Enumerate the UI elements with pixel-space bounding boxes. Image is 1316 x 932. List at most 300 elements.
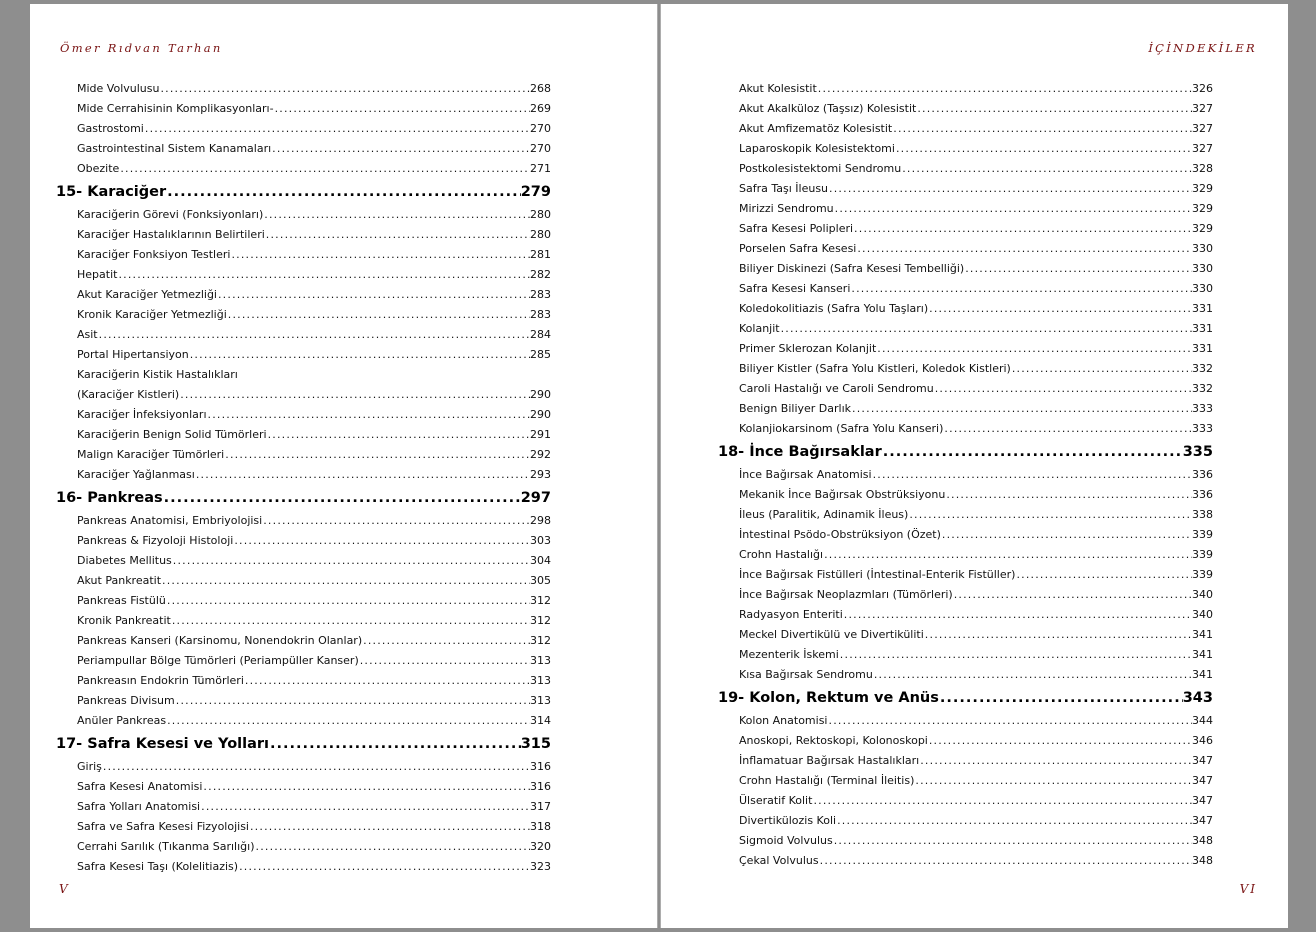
- toc-entry-title: Pankreas Fistülü: [77, 594, 166, 607]
- toc-leader-dots: [942, 525, 1192, 545]
- toc-entry: [718, 299, 1213, 319]
- toc-page-number: 320: [530, 840, 551, 853]
- toc-entry-title: Biliyer Diskinezi (Safra Kesesi Tembelliği): [739, 262, 965, 275]
- toc-leader-dots: [180, 385, 530, 405]
- toc-leader-dots: [929, 299, 1192, 319]
- toc-entry-title: Postkolesistektomi Sendromu: [739, 162, 902, 175]
- toc-entry: [718, 645, 1213, 665]
- toc-entry: [718, 751, 1213, 771]
- toc-leader-dots: [239, 857, 530, 877]
- toc-page-number: 305: [530, 574, 551, 587]
- toc-entry-title: Portal Hipertansiyon: [77, 348, 189, 361]
- toc-entry: [718, 851, 1213, 871]
- toc-entry: [56, 777, 551, 797]
- toc-leader-dots: [902, 159, 1192, 179]
- toc-entry-title: Pankreas Anatomisi, Embriyolojisi: [77, 514, 263, 527]
- right-page: [661, 4, 1288, 928]
- toc-leader-dots: [228, 305, 530, 325]
- toc-page-number: 279: [520, 184, 551, 200]
- toc-leader-dots: [218, 285, 530, 305]
- toc-entry: [718, 179, 1213, 199]
- toc-page-number: 348: [1192, 834, 1213, 847]
- toc-page-number: 339: [1192, 568, 1213, 581]
- toc-leader-dots: [234, 531, 530, 551]
- toc-page-number: 336: [1192, 488, 1213, 501]
- toc-leader-dots: [264, 205, 530, 225]
- toc-page-number: 347: [1192, 814, 1213, 827]
- toc-entry-title: Pankreas Divisum: [77, 694, 175, 707]
- toc-page-number: 290: [530, 408, 551, 421]
- toc-entry: [718, 545, 1213, 565]
- toc-leader-dots: [145, 119, 530, 139]
- toc-entry: [56, 325, 551, 345]
- toc-leader-dots: [268, 425, 530, 445]
- toc-entry-title: Mezenterik İskemi: [739, 648, 839, 661]
- toc-leader-dots: [818, 79, 1192, 99]
- toc-page-number: 347: [1192, 754, 1213, 767]
- toc-leader-dots: [893, 119, 1192, 139]
- toc-leader-dots: [103, 757, 530, 777]
- toc-page-number: 282: [530, 268, 551, 281]
- toc-page-number: 312: [530, 614, 551, 627]
- toc-entry-title: Mide Cerrahisinin Komplikasyonları-: [77, 102, 274, 115]
- toc-entry-title: Safra Yolları Anatomisi: [77, 800, 201, 813]
- toc-page-number: 326: [1192, 82, 1213, 95]
- toc-page-number: 340: [1192, 588, 1213, 601]
- toc-page-number: 331: [1192, 322, 1213, 335]
- toc-entry: [718, 665, 1213, 685]
- toc-entry-title: Kolanjit: [739, 322, 780, 335]
- toc-page-number: 327: [1192, 142, 1213, 155]
- toc-entry-title: Safra Kesesi Anatomisi: [77, 780, 203, 793]
- toc-page-number: 291: [530, 428, 551, 441]
- toc-entry-title: Akut Pankreatit: [77, 574, 162, 587]
- toc-entry-title: Safra Kesesi Polipleri: [739, 222, 854, 235]
- toc-entry-title: Safra ve Safra Kesesi Fizyolojisi: [77, 820, 249, 833]
- toc-leader-dots: [167, 179, 521, 205]
- toc-leader-dots: [160, 79, 530, 99]
- toc-leader-dots: [824, 545, 1192, 565]
- toc-entry: [56, 99, 551, 119]
- toc-leader-dots: [201, 797, 530, 817]
- toc-entry: [718, 585, 1213, 605]
- toc-leader-dots: [844, 605, 1192, 625]
- toc-page-number: 332: [1192, 362, 1213, 375]
- toc-entry: [56, 385, 551, 405]
- toc-entry: [56, 671, 551, 691]
- toc-entry: [718, 319, 1213, 339]
- toc-page-number: 330: [1192, 282, 1213, 295]
- toc-page-number: 329: [1192, 182, 1213, 195]
- toc-leader-dots: [852, 399, 1192, 419]
- toc-leader-dots: [857, 239, 1192, 259]
- toc-entry-title: Pankreasın Endokrin Tümörleri: [77, 674, 244, 687]
- toc-leader-dots: [225, 445, 530, 465]
- toc-entry: [718, 565, 1213, 585]
- toc-leader-dots: [896, 139, 1192, 159]
- toc-entry: [56, 139, 551, 159]
- toc-entry-title: Mekanik İnce Bağırsak Obstrüksiyonu: [739, 488, 946, 501]
- toc-entry-title: Karaciğer Fonksiyon Testleri: [77, 248, 231, 261]
- toc-page-number: 344: [1192, 714, 1213, 727]
- toc-entry: [718, 525, 1213, 545]
- toc-entry: [718, 259, 1213, 279]
- toc-entry-title: Benign Biliyer Darlık: [739, 402, 852, 415]
- toc-entry: [718, 711, 1213, 731]
- toc-leader-dots: [363, 631, 530, 651]
- toc-entry-title: Mirizzi Sendromu: [739, 202, 834, 215]
- toc-page-number: 335: [1182, 444, 1213, 460]
- toc-entry-title: İntestinal Psödo-Obstrüksiyon (Özet): [739, 528, 941, 541]
- toc-entry: [718, 465, 1213, 485]
- toc-page-number: 339: [1192, 548, 1213, 561]
- toc-entry-title: 15- Karaciğer: [56, 184, 167, 200]
- toc-entry-title: İleus (Paralitik, Adinamik İleus): [739, 508, 909, 521]
- page-number-left: V: [59, 882, 70, 896]
- toc-entry: [56, 285, 551, 305]
- toc-entry: [718, 505, 1213, 525]
- toc-leader-dots: [920, 751, 1192, 771]
- toc-entry-title: Divertikülozis Koli: [739, 814, 837, 827]
- toc-leader-dots: [829, 711, 1193, 731]
- toc-entry: [56, 205, 551, 225]
- toc-entry-title: Pankreas Kanseri (Karsinomu, Nonendokrin Olanlar): [77, 634, 363, 647]
- toc-list-left: [56, 79, 551, 877]
- toc-leader-dots: [929, 731, 1192, 751]
- toc-page-number: 318: [530, 820, 551, 833]
- toc-leader-dots: [781, 319, 1192, 339]
- toc-entry: [718, 625, 1213, 645]
- toc-entry-title: Laparoskopik Kolesistektomi: [739, 142, 895, 155]
- toc-leader-dots: [909, 505, 1192, 525]
- toc-page-number: 304: [530, 554, 551, 567]
- toc-leader-dots: [118, 265, 530, 285]
- toc-entry: [718, 279, 1213, 299]
- toc-page-number: 292: [530, 448, 551, 461]
- toc-leader-dots: [883, 439, 1183, 465]
- toc-leader-dots: [873, 465, 1192, 485]
- toc-list-right: [718, 79, 1213, 871]
- toc-leader-dots: [835, 199, 1192, 219]
- toc-entry-title: Periampullar Bölge Tümörleri (Periampüller Kanser): [77, 654, 359, 667]
- toc-leader-dots: [208, 405, 531, 425]
- toc-page-number: 281: [530, 248, 551, 261]
- toc-entry: [718, 119, 1213, 139]
- toc-leader-dots: [813, 791, 1192, 811]
- toc-entry-title: Akut Akalküloz (Taşsız) Kolesistit: [739, 102, 917, 115]
- toc-page-number: 323: [530, 860, 551, 873]
- toc-entry-title: Safra Kesesi Taşı (Kolelitiazis): [77, 860, 239, 873]
- toc-leader-dots: [164, 485, 521, 511]
- toc-entry-title: Hepatit: [77, 268, 118, 281]
- toc-entry: [56, 511, 551, 531]
- toc-leader-dots: [173, 551, 530, 571]
- toc-leader-dots: [851, 279, 1192, 299]
- toc-page-number: 339: [1192, 528, 1213, 541]
- toc-entry: [718, 485, 1213, 505]
- toc-entry-title: Obezite: [77, 162, 120, 175]
- toc-chapter-heading: [56, 485, 551, 511]
- toc-entry: [718, 359, 1213, 379]
- toc-page-number: 348: [1192, 854, 1213, 867]
- toc-page-number: 331: [1192, 302, 1213, 315]
- toc-leader-dots: [940, 685, 1183, 711]
- toc-entry: [718, 399, 1213, 419]
- toc-page-number: 315: [520, 736, 551, 752]
- toc-page-number: 270: [530, 142, 551, 155]
- toc-page-number: 280: [530, 208, 551, 221]
- toc-entry-title: Primer Sklerozan Kolanjit: [739, 342, 877, 355]
- toc-entry: [56, 79, 551, 99]
- toc-entry: [718, 379, 1213, 399]
- toc-leader-dots: [167, 591, 530, 611]
- toc-page-number: 270: [530, 122, 551, 135]
- toc-leader-dots: [196, 465, 530, 485]
- page-number-right: VI: [1239, 882, 1257, 896]
- toc-entry-title: İnce Bağırsak Anatomisi: [739, 468, 872, 481]
- toc-entry-title: Karaciğer Hastalıklarının Belirtileri: [77, 228, 265, 241]
- toc-page-number: 313: [530, 654, 551, 667]
- toc-leader-dots: [263, 511, 530, 531]
- toc-entry-title: İnflamatuar Bağırsak Hastalıkları: [739, 754, 920, 767]
- toc-entry: [718, 79, 1213, 99]
- toc-page-number: 280: [530, 228, 551, 241]
- toc-entry: [56, 405, 551, 425]
- toc-entry: [56, 225, 551, 245]
- toc-leader-dots: [250, 817, 530, 837]
- toc-page-number: 328: [1192, 162, 1213, 175]
- toc-entry-title: Caroli Hastalığı ve Caroli Sendromu: [739, 382, 934, 395]
- toc-entry-title: Akut Karaciğer Yetmezliği: [77, 288, 217, 301]
- toc-entry-title: 18- İnce Bağırsaklar: [718, 444, 882, 460]
- toc-entry-title: Asit: [77, 328, 98, 341]
- toc-page-number: 330: [1192, 262, 1213, 275]
- toc-leader-dots: [834, 831, 1192, 851]
- toc-leader-dots: [925, 625, 1192, 645]
- toc-entry-title: Radyasyon Enteriti: [739, 608, 843, 621]
- toc-chapter-heading: [718, 685, 1213, 711]
- toc-page-number: 330: [1192, 242, 1213, 255]
- toc-entry-title: 17- Safra Kesesi ve Yolları: [56, 736, 270, 752]
- toc-entry: [718, 771, 1213, 791]
- toc-entry-title: Kısa Bağırsak Sendromu: [739, 668, 873, 681]
- toc-page-number: 313: [530, 694, 551, 707]
- toc-entry-title: Crohn Hastalığı (Terminal İleitis): [739, 774, 915, 787]
- toc-page-number: 298: [530, 514, 551, 527]
- toc-entry: [56, 119, 551, 139]
- toc-entry: [56, 551, 551, 571]
- toc-entry: [56, 757, 551, 777]
- toc-page-number: 327: [1192, 102, 1213, 115]
- toc-entry: [56, 611, 551, 631]
- toc-page-number: 333: [1192, 402, 1213, 415]
- toc-leader-dots: [275, 99, 530, 119]
- toc-leader-dots: [874, 665, 1192, 685]
- toc-page-number: 314: [530, 714, 551, 727]
- toc-leader-dots: [1016, 565, 1192, 585]
- toc-leader-dots: [965, 259, 1192, 279]
- toc-page-number: 333: [1192, 422, 1213, 435]
- toc-leader-dots: [1012, 359, 1192, 379]
- toc-page-number: 293: [530, 468, 551, 481]
- toc-leader-dots: [946, 485, 1192, 505]
- left-page: [30, 4, 657, 928]
- toc-entry: [56, 631, 551, 651]
- toc-entry-title: Diabetes Mellitus: [77, 554, 172, 567]
- toc-leader-dots: [854, 219, 1192, 239]
- toc-chapter-heading: [56, 179, 551, 205]
- toc-entry-title: Sigmoid Volvulus: [739, 834, 833, 847]
- toc-entry: [718, 199, 1213, 219]
- toc-leader-dots: [954, 585, 1192, 605]
- toc-entry-title: Meckel Divertikülü ve Divertiküliti: [739, 628, 924, 641]
- toc-entry-title: Ülseratif Kolit: [739, 794, 813, 807]
- toc-entry-title: Pankreas & Fizyoloji Histoloji: [77, 534, 234, 547]
- toc-page-number: 284: [530, 328, 551, 341]
- toc-entry-title: 19- Kolon, Rektum ve Anüs: [718, 690, 939, 706]
- toc-entry-title: Koledokolitiazis (Safra Yolu Taşları): [739, 302, 929, 315]
- toc-entry-title: Giriş: [77, 760, 102, 773]
- toc-entry: [56, 345, 551, 365]
- toc-leader-dots: [917, 99, 1192, 119]
- toc-entry: [718, 239, 1213, 259]
- toc-entry-title: İnce Bağırsak Fistülleri (İntestinal-Enterik Fistüller): [739, 568, 1016, 581]
- toc-page-number: 269: [530, 102, 551, 115]
- toc-leader-dots: [820, 851, 1192, 871]
- toc-page-number: 312: [530, 634, 551, 647]
- toc-entry: [56, 817, 551, 837]
- toc-page-number: 340: [1192, 608, 1213, 621]
- toc-entry-title: Karaciğerin Benign Solid Tümörleri: [77, 428, 267, 441]
- toc-page-number: 290: [530, 388, 551, 401]
- toc-chapter-heading: [718, 439, 1213, 465]
- toc-entry-title: Gastrointestinal Sistem Kanamaları: [77, 142, 272, 155]
- toc-page-number: 331: [1192, 342, 1213, 355]
- toc-page-number: 316: [530, 780, 551, 793]
- toc-entry: [56, 365, 551, 385]
- toc-entry-title: Çekal Volvulus: [739, 854, 819, 867]
- toc-page-number: 329: [1192, 202, 1213, 215]
- toc-page-number: 312: [530, 594, 551, 607]
- toc-entry: [56, 531, 551, 551]
- toc-entry: [56, 245, 551, 265]
- toc-page-number: 347: [1192, 794, 1213, 807]
- toc-entry-title: Akut Amfizematöz Kolesistit: [739, 122, 893, 135]
- toc-page-number: 343: [1182, 690, 1213, 706]
- toc-page-number: 341: [1192, 648, 1213, 661]
- toc-page-number: 347: [1192, 774, 1213, 787]
- toc-entry: [718, 339, 1213, 359]
- toc-page-number: 317: [530, 800, 551, 813]
- toc-leader-dots: [829, 179, 1192, 199]
- toc-page-number: 341: [1192, 668, 1213, 681]
- toc-leader-dots: [270, 731, 521, 757]
- toc-leader-dots: [167, 711, 530, 731]
- toc-entry-title: Kolon Anatomisi: [739, 714, 828, 727]
- toc-entry: [56, 711, 551, 731]
- toc-leader-dots: [176, 691, 530, 711]
- toc-leader-dots: [935, 379, 1192, 399]
- toc-page-number: 268: [530, 82, 551, 95]
- toc-entry-title: Anüler Pankreas: [77, 714, 167, 727]
- toc-leader-dots: [231, 245, 530, 265]
- toc-entry-title: Safra Taşı İleusu: [739, 182, 829, 195]
- toc-entry: [56, 797, 551, 817]
- toc-leader-dots: [245, 671, 530, 691]
- toc-entry-title: Kronik Pankreatit: [77, 614, 171, 627]
- toc-entry: [718, 791, 1213, 811]
- toc-entry-title: Mide Volvulusu: [77, 82, 160, 95]
- toc-entry: [56, 857, 551, 877]
- toc-entry: [56, 837, 551, 857]
- toc-leader-dots: [172, 611, 530, 631]
- toc-entry: [56, 445, 551, 465]
- running-head-section: İÇİNDEKİLER: [1148, 41, 1257, 55]
- toc-leader-dots: [99, 325, 530, 345]
- toc-leader-dots: [877, 339, 1192, 359]
- toc-entry-title: Crohn Hastalığı: [739, 548, 824, 561]
- toc-entry-title: Porselen Safra Kesesi: [739, 242, 857, 255]
- toc-page-number: 297: [520, 490, 551, 506]
- toc-leader-dots: [944, 419, 1192, 439]
- toc-page-number: 338: [1192, 508, 1213, 521]
- toc-entry: [718, 219, 1213, 239]
- toc-entry-title: Kolanjiokarsinom (Safra Yolu Kanseri): [739, 422, 944, 435]
- toc-entry: [718, 159, 1213, 179]
- toc-chapter-heading: [56, 731, 551, 757]
- toc-entry: [56, 305, 551, 325]
- toc-leader-dots: [203, 777, 530, 797]
- toc-entry: [56, 571, 551, 591]
- toc-entry: [718, 139, 1213, 159]
- toc-entry: [56, 651, 551, 671]
- toc-entry-title: 16- Pankreas: [56, 490, 163, 506]
- toc-page-number: 313: [530, 674, 551, 687]
- toc-entry-title: Karaciğer İnfeksiyonları: [77, 408, 207, 421]
- toc-leader-dots: [120, 159, 530, 179]
- toc-leader-dots: [162, 571, 530, 591]
- toc-leader-dots: [360, 651, 530, 671]
- toc-page-number: 346: [1192, 734, 1213, 747]
- running-head-author: Ömer Rıdvan Tarhan: [60, 41, 223, 55]
- toc-entry-title: (Karaciğer Kistleri): [77, 388, 180, 401]
- toc-entry-title: Kronik Karaciğer Yetmezliği: [77, 308, 227, 321]
- toc-page-number: 283: [530, 308, 551, 321]
- toc-entry: [718, 99, 1213, 119]
- toc-page-number: 332: [1192, 382, 1213, 395]
- toc-entry-title: Karaciğer Yağlanması: [77, 468, 195, 481]
- toc-leader-dots: [266, 225, 530, 245]
- toc-entry: [56, 159, 551, 179]
- toc-page-number: 303: [530, 534, 551, 547]
- toc-page-number: 329: [1192, 222, 1213, 235]
- toc-page-number: 283: [530, 288, 551, 301]
- toc-entry-title: İnce Bağırsak Neoplazmları (Tümörleri): [739, 588, 953, 601]
- toc-entry-title: Karaciğerin Kistik Hastalıkları: [77, 368, 238, 381]
- toc-leader-dots: [256, 837, 531, 857]
- toc-page-number: 336: [1192, 468, 1213, 481]
- toc-entry: [718, 605, 1213, 625]
- toc-entry: [718, 831, 1213, 851]
- toc-entry: [718, 419, 1213, 439]
- toc-page-number: 285: [530, 348, 551, 361]
- toc-page-number: 271: [530, 162, 551, 175]
- toc-entry: [56, 591, 551, 611]
- toc-entry-title: Gastrostomi: [77, 122, 144, 135]
- toc-leader-dots: [840, 645, 1192, 665]
- toc-entry: [56, 265, 551, 285]
- toc-leader-dots: [190, 345, 530, 365]
